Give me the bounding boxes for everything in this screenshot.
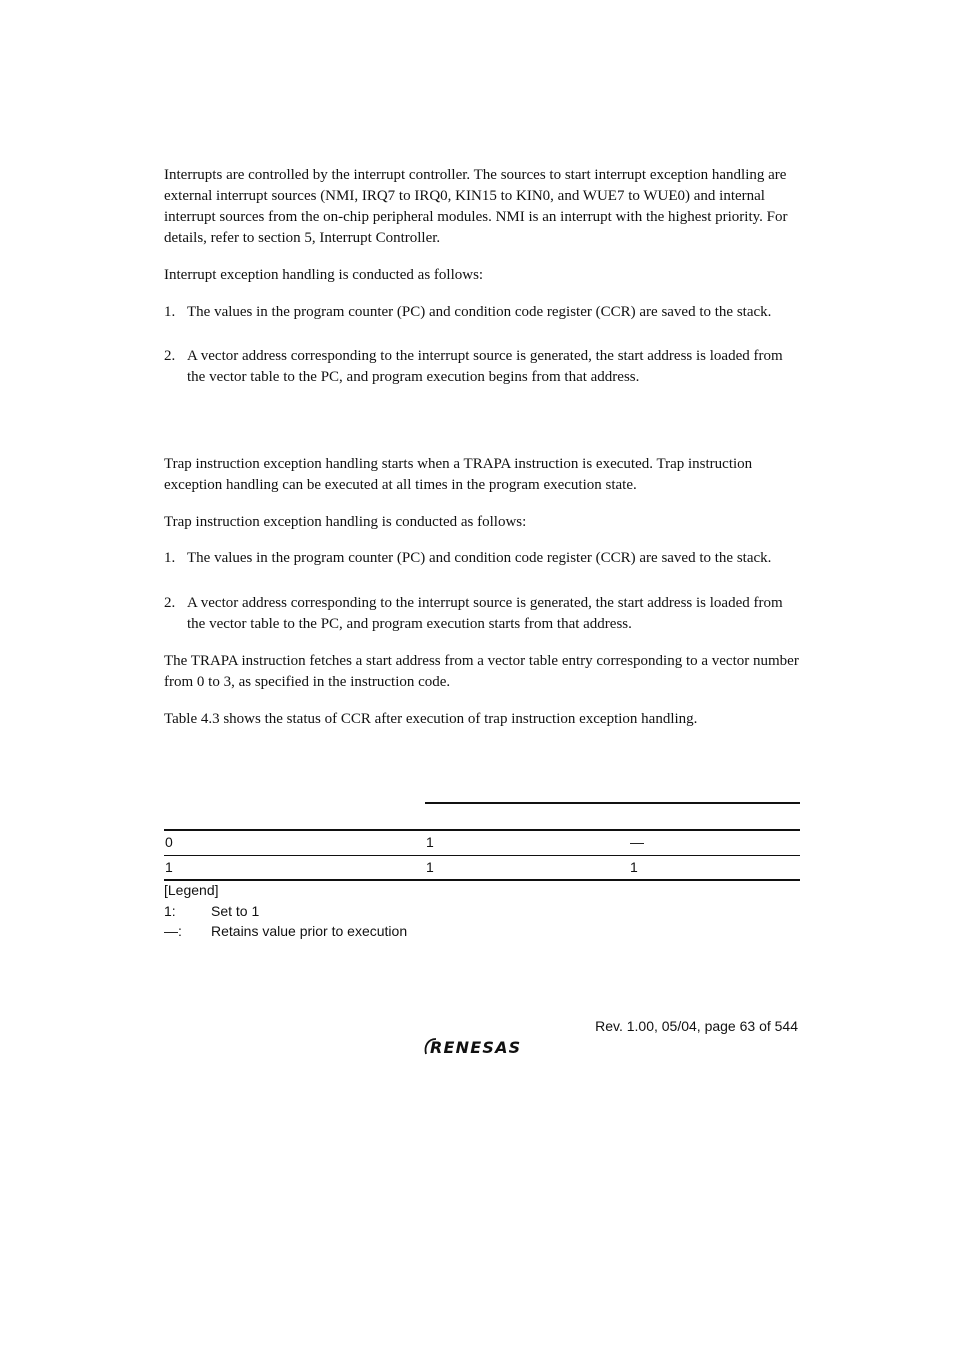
logo-text: RENESAS	[430, 1038, 522, 1057]
step-number: 2.	[164, 595, 176, 611]
table-reference-paragraph: Table 4.3 shows the status of CCR after execution of trap instruction exception handling.	[164, 711, 698, 727]
trap-step-2	[164, 593, 804, 635]
table-top-rule	[164, 829, 800, 831]
table-bottom-rule	[164, 879, 800, 881]
legend-title: [Legend]	[164, 882, 219, 898]
table-cell-mode: 1	[165, 859, 173, 875]
interrupt-lead-paragraph: Interrupt exception handling is conducted as follows:	[164, 267, 484, 283]
trapa-vector-paragraph: The TRAPA instruction fetches a start address from a vector table entry corresponding to a vector number from 0 to 3, as specified in the instruction code.	[164, 653, 799, 690]
legend-item	[164, 921, 408, 941]
interrupt-intro-paragraph: Interrupts are controlled by the interrupt controller. The sources to start interrupt exception handling are external interrupt sources (NMI, IRQ7 to IRQ0, KIN15 to KIN0, and WUE7 to WUE0) and internal interrupt sources from the on-chip peripheral modules. NMI is an interrupt with the highest priority. For details, refer to section 5, Interrupt Controller.	[164, 167, 788, 246]
interrupt-step-2	[164, 346, 804, 388]
renesas-logo	[422, 1034, 542, 1058]
step-text: The values in the program counter (PC) and condition code register (CCR) are saved to the stack.	[187, 550, 772, 566]
table-row-rule	[164, 855, 800, 856]
legend-value: Set to 1	[211, 903, 260, 919]
legend-key: —:	[164, 923, 182, 939]
table-cell-ui: 1	[630, 859, 638, 875]
table-cell-i: 1	[426, 859, 434, 875]
legend-key: 1:	[164, 903, 176, 919]
table-header-rule	[425, 802, 800, 804]
trap-step-1	[164, 548, 804, 569]
table-cell-mode: 0	[165, 834, 173, 850]
step-text: A vector address corresponding to the interrupt source is generated, the start address is loaded from the vector table to the PC, and program execution begins from that address.	[187, 348, 783, 385]
trap-lead-paragraph: Trap instruction exception handling is conducted as follows:	[164, 514, 527, 530]
page-footer-info: Rev. 1.00, 05/04, page 63 of 544	[595, 1018, 798, 1034]
trap-intro-paragraph: Trap instruction exception handling starts when a TRAPA instruction is executed. Trap instruction exception handling can be executed at all times in the program execution state.	[164, 456, 753, 493]
step-number: 1.	[164, 304, 176, 320]
step-number: 1.	[164, 550, 176, 566]
table-cell-ui: —	[630, 834, 644, 850]
step-text: The values in the program counter (PC) and condition code register (CCR) are saved to the stack.	[187, 304, 772, 320]
step-text: A vector address corresponding to the interrupt source is generated, the start address is loaded from the vector table to the PC, and program execution starts from that address.	[187, 595, 783, 632]
step-number: 2.	[164, 348, 176, 364]
legend-value: Retains value prior to execution	[211, 923, 408, 939]
interrupt-step-1	[164, 302, 804, 323]
legend-item	[164, 901, 260, 921]
table-cell-i: 1	[426, 834, 434, 850]
